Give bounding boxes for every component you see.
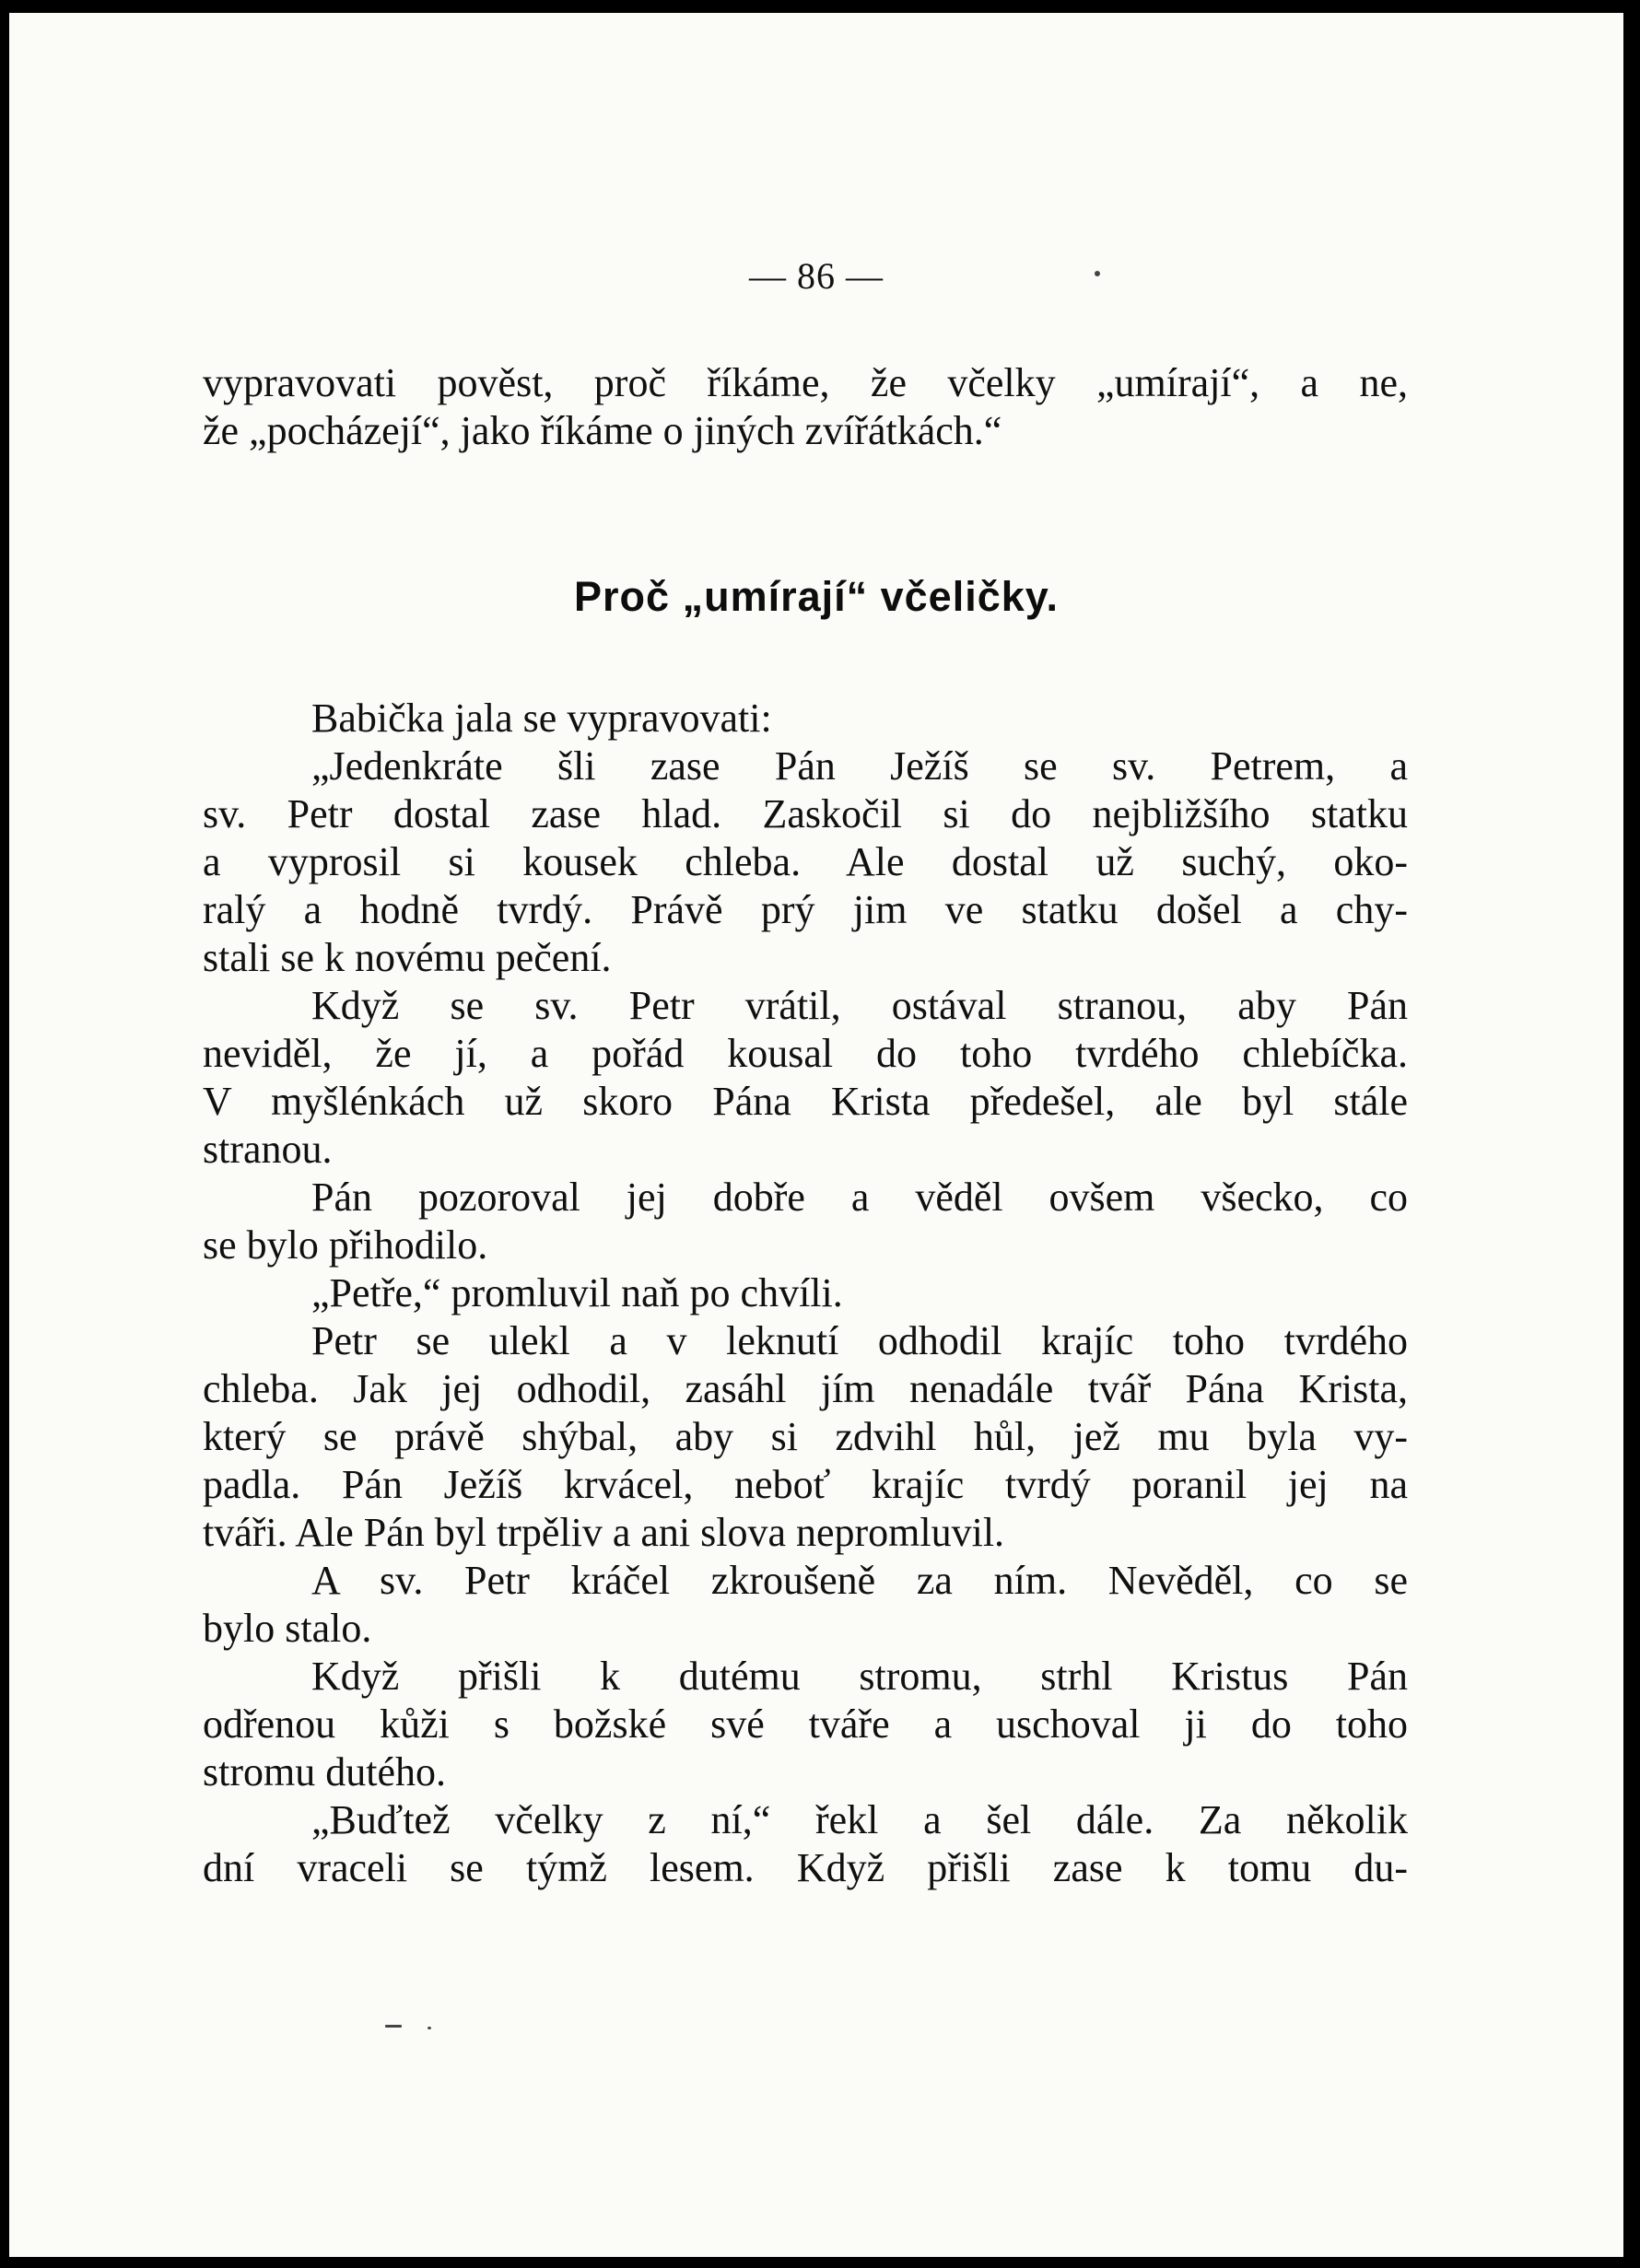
ink-speck <box>428 2027 431 2029</box>
ink-speck <box>1095 271 1100 276</box>
story-body <box>203 695 1408 1892</box>
text-line: „Jedenkráte šli zase Pán Ježíš se sv. Petrem, a <box>311 743 1408 789</box>
text-line: se bylo přihodilo. <box>203 1222 488 1268</box>
text-line: že „pocházejí“, jako říkáme o jiných zvířátkách.“ <box>203 408 1002 453</box>
text-line: Pán pozoroval jej dobře a věděl ovšem všecko, co <box>311 1175 1408 1220</box>
text-line: chleba. Jak jej odhodil, zasáhl jím nenadále tvář Pána Krista, <box>203 1366 1408 1411</box>
book-page <box>9 13 1623 2257</box>
text-line: V myšlénkách už skoro Pána Krista předešel, ale byl stále <box>203 1079 1408 1124</box>
text-line: stromu dutého. <box>203 1749 446 1795</box>
chapter-heading: Proč „umírají“ včeličky. <box>574 573 1059 620</box>
text-line: stranou. <box>203 1127 333 1172</box>
text-line: dní vraceli se týmž lesem. Když přišli zase k tomu du- <box>203 1845 1408 1890</box>
text-line: který se právě shýbal, aby si zdvihl hůl, jež mu byla vy- <box>203 1414 1408 1459</box>
text-line: a vyprosil si kousek chleba. Ale dostal už suchý, oko- <box>203 839 1408 884</box>
text-line: bylo stalo. <box>203 1606 372 1651</box>
text-line: padla. Pán Ježíš krvácel, neboť krajíc tvrdý poranil jej na <box>203 1462 1408 1507</box>
ink-speck <box>385 2025 402 2028</box>
text-line: Petr se ulekl a v leknutí odhodil krajíc toho tvrdého <box>311 1318 1408 1363</box>
intro-paragraph <box>203 359 1408 455</box>
text-line: „Buďtež včelky z ní,“ řekl a šel dále. Za několik <box>311 1797 1408 1842</box>
text-line: sv. Petr dostal zase hlad. Zaskočil si do nejbližšího statku <box>203 791 1408 836</box>
text-line: Babička jala se vypravovati: <box>311 696 772 741</box>
text-line: stali se k novému pečení. <box>203 935 612 980</box>
page-number: — 86 — <box>749 255 884 297</box>
text-line: „Petře,“ promluvil naň po chvíli. <box>311 1270 843 1315</box>
text-line: tváři. Ale Pán byl trpěliv a ani slova nepromluvil. <box>203 1510 1005 1555</box>
text-line: A sv. Petr kráčel zkroušeně za ním. Nevěděl, co se <box>311 1558 1408 1603</box>
text-line: neviděl, že jí, a pořád kousal do toho tvrdého chlebíčka. <box>203 1031 1408 1076</box>
text-line: vypravovati pověst, proč říkáme, že včelky „umírají“, a ne, <box>203 360 1408 405</box>
text-line: Když se sv. Petr vrátil, ostával stranou, aby Pán <box>311 983 1408 1028</box>
text-line: ralý a hodně tvrdý. Právě prý jim ve statku došel a chy- <box>203 887 1408 932</box>
text-line: odřenou kůži s božské své tváře a uschoval ji do toho <box>203 1701 1408 1747</box>
text-line: Když přišli k dutému stromu, strhl Kristus Pán <box>311 1654 1408 1699</box>
